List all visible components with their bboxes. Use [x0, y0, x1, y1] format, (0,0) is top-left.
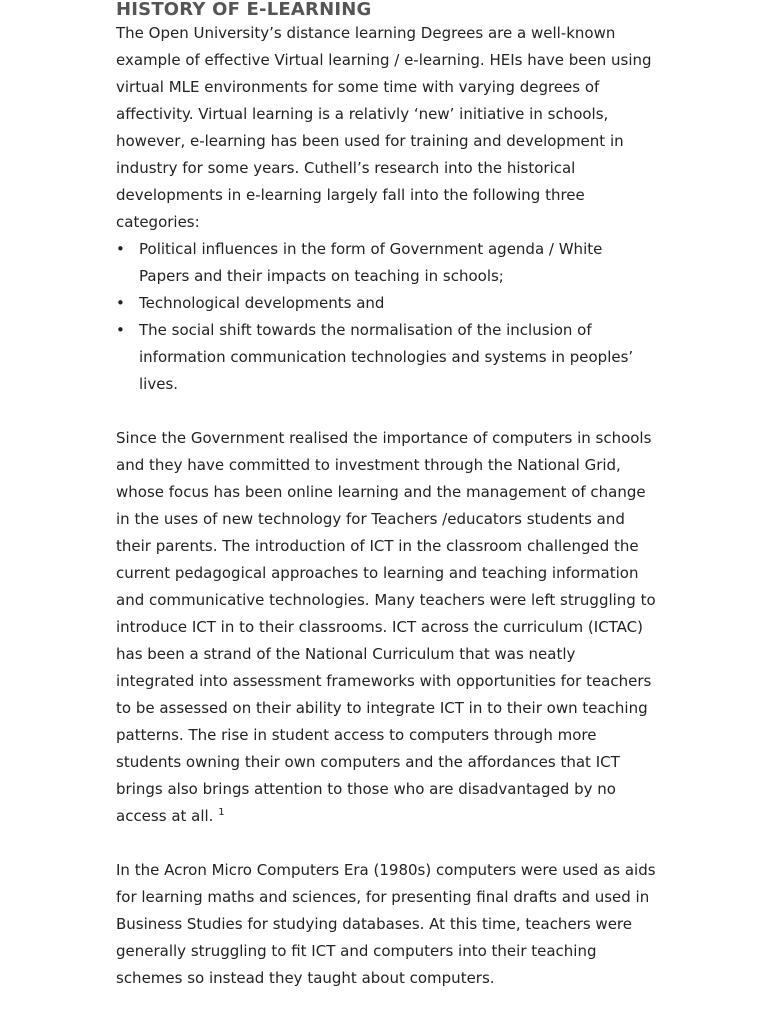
bullet-icon: •: [116, 240, 125, 258]
footnote-reference[interactable]: 1: [218, 807, 225, 818]
list-item: [116, 236, 656, 290]
list-item: [116, 317, 656, 398]
categories-list: [116, 236, 656, 398]
government-paragraph-text: Since the Government realised the importance of computers in schools and they have committed to investment through the National Grid, whose focus has been online learning and the management of change in the uses of new technology for Teachers /educators students and their parents. The introduction of ICT in the classroom challenged the current pedagogical approaches to learning and teaching information and communicative technologies. Many teachers were left struggling to introduce ICT in to their classrooms. ICT across the curriculum (ICTAC) has been a strand of the National Curriculum that was neatly integrated into assessment frameworks with opportunities for teachers to be assessed on their ability to integrate ICT in to their own teaching patterns. The rise in student access to computers through more students owning their own computers and the affordances that ICT brings also brings attention to those who are disadvantaged by no access at all.: [116, 429, 656, 825]
bullet-icon: •: [116, 294, 125, 312]
page-title: HISTORY OF E-LEARNING: [116, 0, 372, 20]
document-page: [116, 0, 656, 992]
intro-paragraph: The Open University’s distance learning Degrees are a well-known example of effective Virtual learning / e-learning. HEIs have been using virtual MLE environments for some time with varying degrees of affectivity. Virtual learning is a relativly ‘new’ initiative in schools, however, e-learning has been used for training and development in industry for some years. Cuthell’s research into the historical developments in e-learning largely fall into the following three categories:: [116, 24, 652, 231]
list-item-text: Technological developments and: [139, 294, 385, 312]
list-item-text: Political influences in the form of Government agenda / White Papers and their impacts on teaching in schools;: [139, 240, 603, 285]
bullet-icon: •: [116, 321, 125, 339]
acorn-era-paragraph: In the Acron Micro Computers Era (1980s) computers were used as aids for learning maths and sciences, for presenting final drafts and used in Business Studies for studying databases. At this time, teachers were generally struggling to fit ICT and computers into their teaching schemes so instead they taught about computers.: [116, 861, 656, 987]
government-paragraph: [116, 425, 656, 830]
list-item-text: The social shift towards the normalisation of the inclusion of information communication technologies and systems in peoples’ lives.: [139, 321, 634, 393]
paragraph-spacer: [116, 398, 656, 425]
list-item: [116, 290, 656, 317]
paragraph-spacer: [116, 830, 656, 857]
